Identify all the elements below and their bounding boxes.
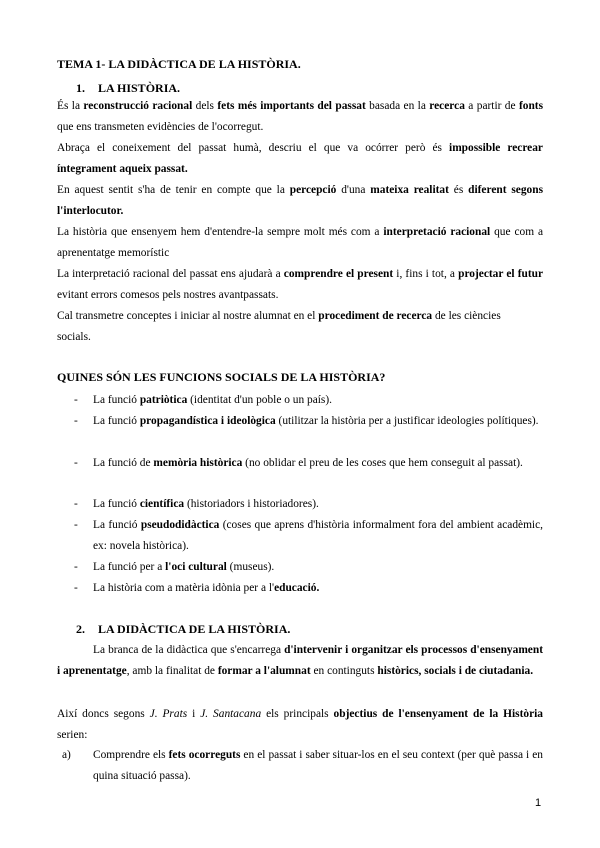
- list-item-function-2: La funció propagandística i ideològica (utilitzar la història per a justificar ideologies polítiques).: [93, 415, 539, 427]
- list-bullet: -: [74, 394, 78, 406]
- paragraph-interpretation: La història que ensenyem hem d'entendre-la sempre molt més com a interpretació racional que com a aprenentatge memorístic: [57, 226, 543, 259]
- list-item-function-5: La funció pseudodidàctica (coses que aprens d'història informalment fora del ambient acadèmic, ex: novela històrica).: [93, 519, 543, 552]
- list-bullet: -: [74, 415, 78, 427]
- page-number: 1: [535, 797, 542, 809]
- list-item-function-3: La funció de memòria històrica (no oblidar el preu de les coses que hem conseguit al passat).: [93, 457, 523, 469]
- document-title: TEMA 1- LA DIDÀCTICA DE LA HISTÒRIA.: [57, 57, 301, 71]
- list-item-function-6: La funció per a l'oci cultural (museus).: [93, 561, 275, 573]
- list-bullet: -: [74, 561, 78, 573]
- list-item-function-7: La història com a matèria idònia per a l'educació.: [93, 582, 320, 594]
- objective-item-a: Comprendre els fets ocorreguts en el passat i saber situar-los en el seu context (per què passa i en quina situació passa).: [93, 749, 543, 782]
- list-item-function-1: La funció patriòtica (identitat d'un poble o un país).: [93, 394, 332, 406]
- list-bullet: -: [74, 582, 78, 594]
- objective-label: a): [62, 749, 71, 761]
- section-1-number: 1.: [76, 81, 85, 95]
- paragraph-objectives-intro: Així doncs segons J. Prats i J. Santacana els principals objectius de l'ensenyament de la Història serien:: [57, 708, 543, 741]
- paragraph-present-future: La interpretació racional del passat ens ajudarà a comprendre el present i, fins i tot, a projectar el futur evitant errors comesos pels nostres avantpassats.: [57, 268, 544, 301]
- paragraph-perception: En aquest sentit s'ha de tenir en compte que la percepció d'una mateixa realitat és diferent segons l'interlocutor.: [57, 184, 544, 217]
- list-bullet: -: [74, 519, 78, 531]
- section-2-heading: [76, 619, 476, 640]
- section-2-title: LA DIDÀCTICA DE LA HISTÒRIA.: [98, 622, 291, 636]
- list-bullet: -: [74, 498, 78, 510]
- paragraph-didactics-definition: La branca de la didàctica que s'encarrega d'intervenir i organitzar els processos d'ensenyament i aprenentatge, amb la finalitat de formar a l'alumnat en continguts històrics, socials i de ciutadania.: [57, 644, 543, 677]
- section-1-title: LA HISTÒRIA.: [98, 81, 181, 95]
- list-bullet: -: [74, 457, 78, 469]
- list-item-function-4: La funció científica (historiadors i historiadores).: [93, 498, 319, 510]
- paragraph-definition: És la reconstrucció racional dels fets més importants del passat basada en la recerca a partir de fonts que ens transmeten evidències de l'ocorregut.: [57, 100, 544, 133]
- social-functions-heading: QUINES SÓN LES FUNCIONS SOCIALS DE LA HISTÒRIA?: [57, 370, 386, 384]
- section-2-number: 2.: [76, 622, 85, 636]
- paragraph-knowledge: Abraça el coneixement del passat humà, descriu el que va ocórrer però és impossible recrear íntegrament aqueix passat.: [57, 142, 543, 175]
- paragraph-research: Cal transmetre conceptes i iniciar al nostre alumnat en el procediment de recerca de les ciències socials.: [57, 310, 501, 343]
